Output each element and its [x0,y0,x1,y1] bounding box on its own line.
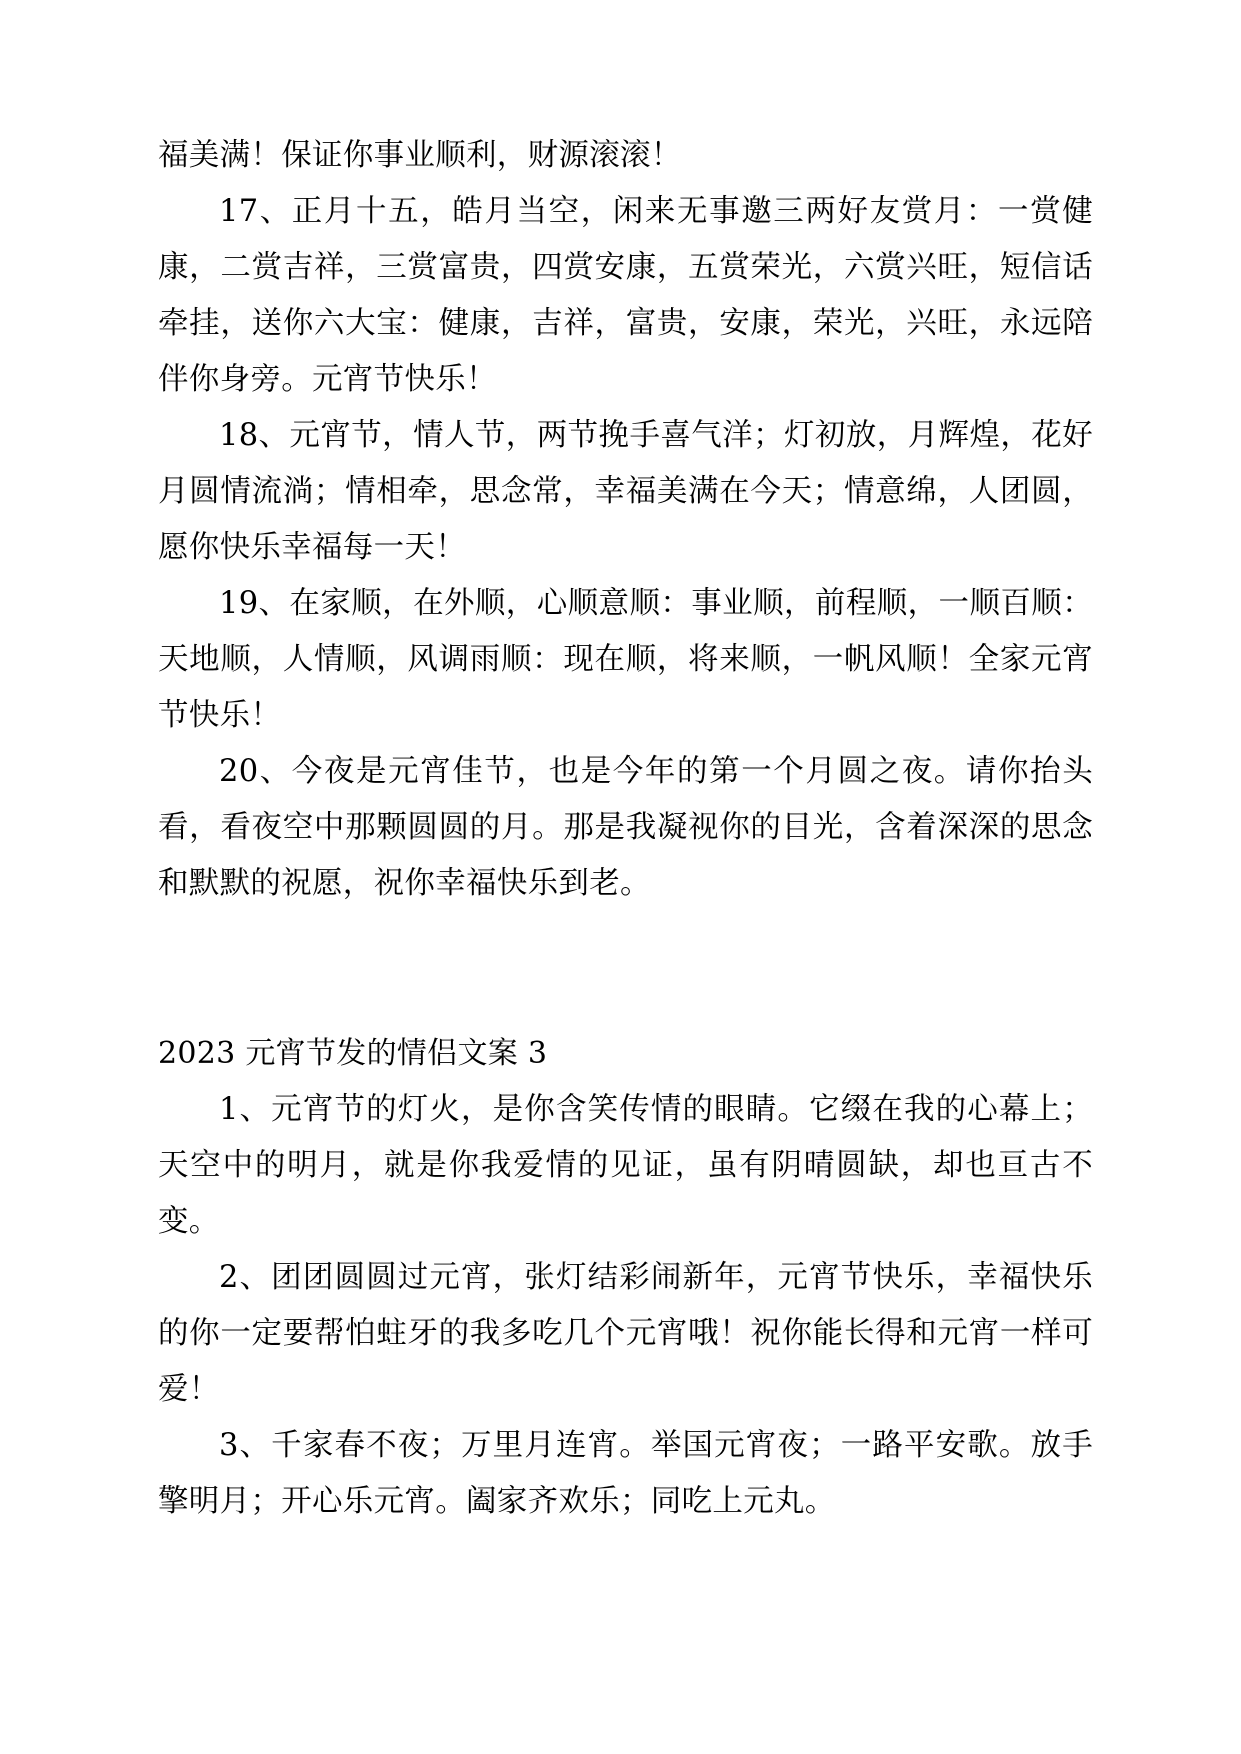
paragraph-item-1: 1、元宵节的灯火，是你含笑传情的眼睛。它缀在我的心幕上；天空中的明月，就是你我爱情的见证，虽有阴晴圆缺，却也亘古不变。 [158,1092,1093,1239]
paragraph-item-18: 18、元宵节，情人节，两节挽手喜气洋；灯初放，月辉煌，花好月圆情流淌；情相牵，思念常，幸福美满在今天；情意绵，人团圆，愿你快乐幸福每一天！ [158,418,1093,565]
paragraph-item-19: 19、在家顺，在外顺，心顺意顺：事业顺，前程顺，一顺百顺：天地顺，人情顺，风调雨顺：现在顺，将来顺，一帆风顺！全家元宵节快乐！ [158,586,1093,733]
section-spacer [158,912,1093,968]
paragraph-item-20: 20、今夜是元宵佳节，也是今年的第一个月圆之夜。请你抬头看，看夜空中那颗圆圆的月。那是我凝视你的目光，含着深深的思念和默默的祝愿，祝你幸福快乐到老。 [158,754,1093,901]
paragraph-item-3: 3、千家春不夜；万里月连宵。举国元宵夜；一路平安歌。放手擎明月；开心乐元宵。阖家齐欢乐；同吃上元丸。 [158,1428,1093,1519]
paragraph-item-17: 17、正月十五，皓月当空，闲来无事邀三两好友赏月：一赏健康，二赏吉祥，三赏富贵，四赏安康，五赏荣光，六赏兴旺，短信话牵挂，送你六大宝：健康，吉祥，富贵，安康，荣光，兴旺，永远陪伴你身旁。元宵节快乐！ [158,194,1093,397]
paragraph-continuation: 福美满！保证你事业顺利，财源滚滚！ [158,138,682,173]
document-body [158,128,1093,1530]
section-heading: 2023 元宵节发的情侣文案 3 [158,1036,548,1071]
paragraph-item-2: 2、团团圆圆过元宵，张灯结彩闹新年，元宵节快乐，幸福快乐的你一定要帮怕蛀牙的我多吃几个元宵哦！祝你能长得和元宵一样可爱！ [158,1260,1093,1407]
